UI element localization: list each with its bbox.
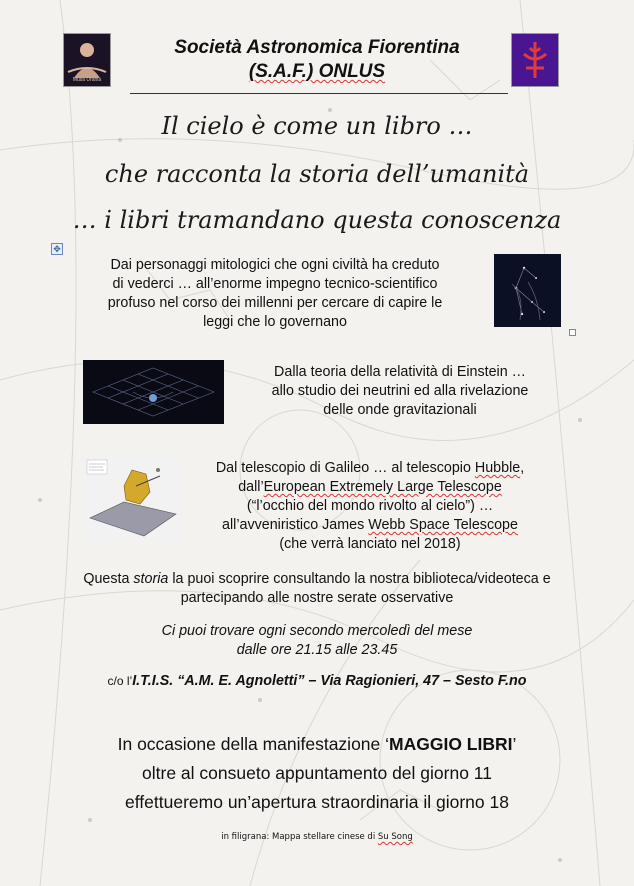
event-line-1-a: In occasione della manifestazione ‘	[117, 734, 390, 754]
telescope-line-2-a: dall’	[238, 479, 264, 495]
footnote-text: in filigrana: Mappa stellare cinese di	[221, 832, 378, 842]
telescope-line-2	[180, 478, 560, 497]
constellation-image	[494, 254, 561, 327]
story-line-1	[0, 570, 634, 589]
myth-line-4: leggi che lo governano	[203, 314, 347, 330]
telescope-line-1	[180, 459, 560, 478]
header-title-line2	[90, 60, 544, 84]
myth-paragraph	[60, 256, 490, 332]
story-post: la puoi scoprire consultando la nostra biblioteca/videoteca e	[168, 571, 551, 587]
maggio-libri: MAGGIO LIBRI	[389, 734, 513, 754]
telescope-paragraph	[180, 459, 560, 554]
myth-line-3: profuso nel corso dei millenni per cercare di capire le	[107, 295, 443, 311]
myth-line-2: di vederci … all’enorme impegno tecnico-scientifico	[112, 276, 438, 292]
spacetime-image	[83, 360, 224, 424]
webb-telescope-image	[84, 456, 180, 541]
event-line-1	[0, 730, 634, 759]
story-paragraph	[0, 570, 634, 608]
address-prefix: c/o l’	[107, 674, 133, 688]
schedule-paragraph	[0, 622, 634, 660]
footnote	[0, 832, 634, 842]
header-title	[90, 36, 544, 84]
event-line-3: effettueremo un’apertura straordinaria il giorno 18	[125, 792, 509, 812]
quote-line-1: Il cielo è come un libro …	[161, 112, 473, 140]
hubble-word: Hubble	[474, 460, 521, 476]
event-paragraph	[0, 730, 634, 817]
table-resize-handle-icon[interactable]	[569, 329, 576, 336]
address-name: I.T.I.S. “A.M. E. Agnoletti” – Via Ragionieri, 47 – Sesto F.no	[132, 673, 527, 689]
telescope-line-3: (“l’occhio del mondo rivolto al cielo”) …	[246, 498, 494, 514]
telescope-line-4	[180, 516, 560, 535]
webb-words: Webb Space Telescope	[368, 517, 518, 533]
telescope-line-1-c: ,	[520, 460, 525, 476]
einstein-line-2: allo studio dei neutrini ed alla rivelazione	[271, 383, 529, 399]
schedule-line-2: dalle ore 21.15 alle 23.45	[236, 642, 398, 658]
einstein-line-3: delle onde gravitazionali	[323, 402, 477, 418]
header-title-line1: Società Astronomica Fiorentina	[174, 37, 460, 58]
header-title-line2-text: (S.A.F.) ONLUS	[248, 61, 386, 82]
telescope-line-5: (che verrà lanciato nel 2018)	[279, 536, 461, 552]
story-line-2: partecipando alle nostre serate osservative	[180, 590, 454, 606]
address-line	[0, 673, 634, 689]
telescope-line-4-a: all’avveniristico James	[222, 517, 369, 533]
urania-logo-caption: Musa Urania	[72, 77, 102, 83]
quote-line-2: che racconta la storia dell’umanità	[104, 160, 530, 188]
story-pre: Questa	[83, 571, 134, 587]
schedule-line-1: Ci puoi trovare ogni secondo mercoledì del mese	[161, 623, 473, 639]
event-line-2: oltre al consueto appuntamento del giorno 11	[142, 763, 492, 783]
einstein-line-1: Dalla teoria della relatività di Einstein …	[274, 364, 526, 380]
eelt-words: European Extremely Large Telescope	[263, 479, 502, 495]
myth-line-1: Dai personaggi mitologici che ogni civiltà ha creduto	[110, 257, 440, 273]
story-emph: storia	[133, 571, 169, 587]
telescope-line-1-a: Dal telescopio di Galileo … al telescopio	[215, 460, 475, 476]
table-move-handle-icon[interactable]: ✥	[51, 243, 63, 255]
quote-line-3: … i libri tramandano questa conoscenza	[72, 206, 562, 234]
event-line-1-c: ’	[512, 734, 517, 754]
header-divider	[130, 93, 508, 94]
einstein-paragraph	[225, 363, 575, 420]
footnote-author: Su Song	[377, 832, 413, 842]
